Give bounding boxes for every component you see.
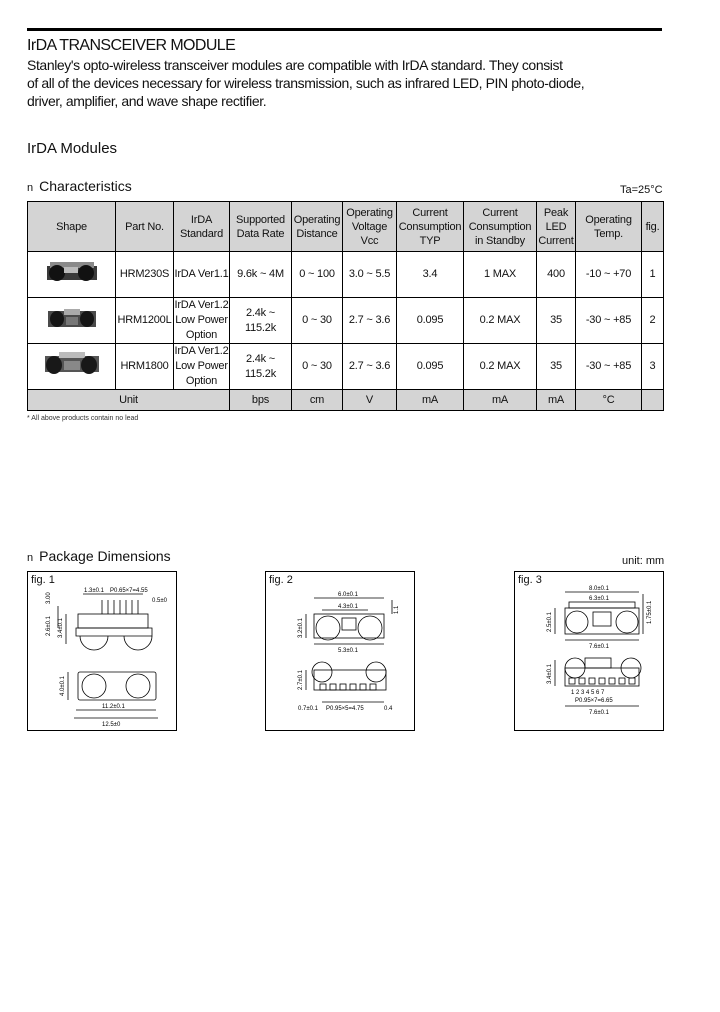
shape-image-hrm1800 bbox=[28, 344, 116, 390]
dim-label: P0.65×7=4.55 bbox=[110, 588, 148, 594]
characteristics-table bbox=[27, 201, 664, 411]
fig-number: 1 bbox=[642, 252, 664, 298]
current-typ: 3.4 bbox=[397, 252, 464, 298]
voltage: 2.7 ~ 3.6 bbox=[343, 344, 397, 390]
intro-line: of all of the devices necessary for wireless transmission, such as infrared LED, PIN photo-diode, bbox=[27, 75, 585, 91]
table-row bbox=[28, 252, 664, 298]
current-standby: 0.2 MAX bbox=[464, 298, 537, 344]
shape-image-hrm230s bbox=[28, 252, 116, 298]
units-row bbox=[28, 390, 664, 411]
operating-temp: -10 ~ +70 bbox=[576, 252, 642, 298]
dim-label: 4.3±0.1 bbox=[338, 604, 358, 610]
data-rate: 9.6k ~ 4M bbox=[230, 252, 292, 298]
col-header-fig: fig. bbox=[642, 202, 664, 252]
dimension-drawing-1 bbox=[28, 572, 176, 730]
operating-temp: -30 ~ +85 bbox=[576, 298, 642, 344]
col-header-current-typ: Current Consumption TYP bbox=[397, 202, 464, 252]
figure-2 bbox=[265, 571, 415, 731]
unit-fig bbox=[642, 390, 664, 411]
peak-current: 35 bbox=[537, 298, 576, 344]
module-hrm1800-icon bbox=[41, 348, 103, 380]
table-header-row bbox=[28, 202, 664, 252]
figure-label: fig. 1 bbox=[31, 574, 55, 586]
dim-label: 3.2±0.1 bbox=[298, 618, 304, 638]
distance: 0 ~ 30 bbox=[292, 344, 343, 390]
unit-standby: mA bbox=[464, 390, 537, 411]
table-row bbox=[28, 344, 664, 390]
fig-number: 3 bbox=[642, 344, 664, 390]
characteristics-label: Characteristics bbox=[39, 178, 132, 194]
col-header-part: Part No. bbox=[116, 202, 174, 252]
package-label: Package Dimensions bbox=[39, 548, 171, 564]
unit-peak: mA bbox=[537, 390, 576, 411]
irda-standard: IrDA Ver1.1 bbox=[174, 252, 230, 298]
dim-label: 0.4 bbox=[384, 706, 393, 712]
dim-label: 7.6±0.1 bbox=[589, 710, 609, 716]
dim-label: 2.6±0.1 bbox=[46, 616, 52, 636]
current-typ: 0.095 bbox=[397, 344, 464, 390]
footnote: * All above products contain no lead bbox=[27, 415, 139, 422]
unit-temp: °C bbox=[576, 390, 642, 411]
dim-label: 11.2±0.1 bbox=[102, 704, 125, 710]
voltage: 3.0 ~ 5.5 bbox=[343, 252, 397, 298]
top-rule bbox=[27, 28, 662, 31]
ambient-temp-note: Ta=25°C bbox=[620, 184, 663, 196]
peak-current: 400 bbox=[537, 252, 576, 298]
page-title: IrDA TRANSCEIVER MODULE bbox=[27, 37, 236, 54]
figure-3 bbox=[514, 571, 664, 731]
voltage: 2.7 ~ 3.6 bbox=[343, 298, 397, 344]
col-header-shape: Shape bbox=[28, 202, 116, 252]
col-header-current-standby: Current Consumption in Standby bbox=[464, 202, 537, 252]
intro-line: Stanley's opto-wireless transceiver modules are compatible with IrDA standard. They consist bbox=[27, 57, 563, 73]
unit-distance: cm bbox=[292, 390, 343, 411]
module-hrm1200l-icon bbox=[42, 303, 102, 333]
col-header-voltage: Operating Voltage Vcc bbox=[343, 202, 397, 252]
part-number: HRM230S bbox=[116, 252, 174, 298]
col-header-temp: Operating Temp. bbox=[576, 202, 642, 252]
characteristics-heading bbox=[27, 178, 132, 194]
part-number: HRM1200L bbox=[116, 298, 174, 344]
unit-label: Unit bbox=[28, 390, 230, 411]
peak-current: 35 bbox=[537, 344, 576, 390]
dim-label: 7.6±0.1 bbox=[589, 644, 609, 650]
module-hrm230s-icon bbox=[42, 257, 102, 287]
unit-rate: bps bbox=[230, 390, 292, 411]
dim-label: 6.3±0.1 bbox=[589, 596, 609, 602]
dimension-drawing-3 bbox=[515, 572, 663, 730]
dim-label: 12.5±0 bbox=[102, 722, 121, 728]
data-rate: 2.4k ~ 115.2k bbox=[230, 344, 292, 390]
dim-label: 2.5±0.1 bbox=[547, 612, 553, 632]
unit-note: unit: mm bbox=[622, 555, 665, 567]
section-modules-heading: IrDA Modules bbox=[27, 140, 118, 157]
dim-label: 2.7±0.1 bbox=[298, 670, 304, 690]
dim-label: 1.1 bbox=[394, 605, 400, 614]
intro-paragraph bbox=[27, 56, 667, 110]
shape-image-hrm1200l bbox=[28, 298, 116, 344]
dim-label: 6.0±0.1 bbox=[338, 592, 358, 598]
unit-voltage: V bbox=[343, 390, 397, 411]
dim-label: 1.75±0.1 bbox=[647, 600, 653, 624]
col-header-peak: Peak LED Current bbox=[537, 202, 576, 252]
dim-label: 3.00 bbox=[46, 592, 52, 604]
dim-label: 3.4±0.1 bbox=[58, 618, 64, 638]
current-standby: 0.2 MAX bbox=[464, 344, 537, 390]
dim-label: P0.95×5=4.75 bbox=[326, 706, 364, 712]
dim-label: 1 2 3 4 5 6 7 bbox=[571, 690, 605, 696]
operating-temp: -30 ~ +85 bbox=[576, 344, 642, 390]
dim-label: 3.4±0.1 bbox=[547, 664, 553, 684]
intro-line: driver, amplifier, and wave shape rectifier. bbox=[27, 93, 267, 109]
dim-label: P0.95×7=6.65 bbox=[575, 698, 613, 704]
unit-typ: mA bbox=[397, 390, 464, 411]
dim-label: 0.7±0.1 bbox=[298, 706, 318, 712]
current-standby: 1 MAX bbox=[464, 252, 537, 298]
figure-label: fig. 3 bbox=[518, 574, 542, 586]
col-header-standard: IrDA Standard bbox=[174, 202, 230, 252]
bullet-icon: n bbox=[27, 552, 34, 564]
irda-standard: IrDA Ver1.2 Low Power Option bbox=[174, 298, 230, 344]
part-number: HRM1800 bbox=[116, 344, 174, 390]
fig-number: 2 bbox=[642, 298, 664, 344]
col-header-rate: Supported Data Rate bbox=[230, 202, 292, 252]
dim-label: 4.0±0.1 bbox=[60, 676, 66, 696]
dim-label: 1.3±0.1 bbox=[84, 588, 104, 594]
dim-label: 8.0±0.1 bbox=[589, 586, 609, 592]
dimension-drawing-2 bbox=[266, 572, 414, 730]
col-header-distance: Operating Distance bbox=[292, 202, 343, 252]
irda-standard: IrDA Ver1.2 Low Power Option bbox=[174, 344, 230, 390]
figure-label: fig. 2 bbox=[269, 574, 293, 586]
current-typ: 0.095 bbox=[397, 298, 464, 344]
data-rate: 2.4k ~ 115.2k bbox=[230, 298, 292, 344]
distance: 0 ~ 30 bbox=[292, 298, 343, 344]
figure-1 bbox=[27, 571, 177, 731]
table-row bbox=[28, 298, 664, 344]
dim-label: 5.3±0.1 bbox=[338, 648, 358, 654]
package-heading bbox=[27, 548, 171, 564]
distance: 0 ~ 100 bbox=[292, 252, 343, 298]
dim-label: 0.5±0 bbox=[152, 598, 167, 604]
bullet-icon: n bbox=[27, 182, 34, 194]
